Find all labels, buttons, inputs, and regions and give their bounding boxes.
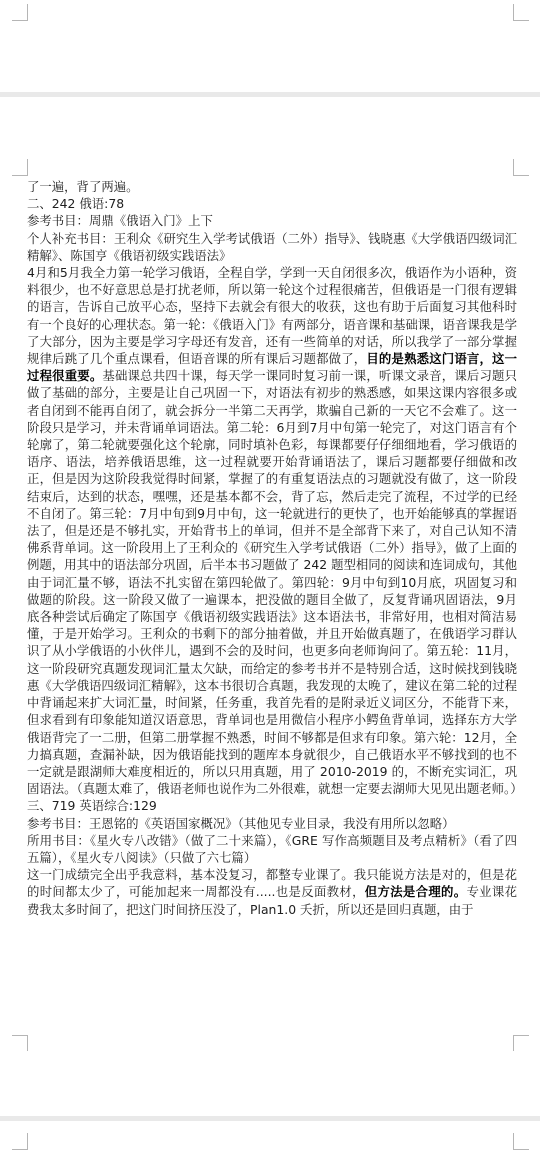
paragraph-russian-study [27,264,523,797]
page-corner-mark [513,1133,514,1149]
page-corner-mark [513,4,514,20]
used-books: 所用书目：《星火专八改错》（做了二十来篇），《GRE 写作高频题目及考点精析》（看了四五篇），《星火专八阅读》（只做了六七篇） [27,832,517,865]
page-corner-mark [12,1035,28,1036]
bold-emphasis: 目的是熟悉这门语言，这一过程很重要。 [27,351,518,384]
page-corner-mark [513,175,529,176]
supplementary-books: 个人补充书目：王利众《研究生入学考试俄语（二外）指导》、钱晓惠《大学俄语四级词汇精解》、陈国亨《俄语初级实践语法》 [27,230,517,263]
page-corner-mark [513,20,529,21]
paragraph-continuation: 了一遍，背了两遍。 [27,179,139,194]
reference-books: 参考书目：周鼎《俄语入门》上下 [27,213,213,229]
text-run: 4月和5月我全力第一轮学习俄语，全程自学，学到一天自闭很多次，俄语作为小语种，资料很少，也不好意思总是打扰老师，所以第一轮这个过程很痛苦，但俄语是一门很有逻辑的语言，告诉自己放平心态，坚持下去就会有很大的收获，这也有助于后面复习其他科时有一个良好的心理状态。第一轮：《俄语入门》有两部分，语音课和基础课，语音课我是学了大部分，因为主要是学习字母还有发音，还有一些简单的对话，所以我学了一部分掌握规律后跳了几个重点课看，但语音课的所有课后习题都做了， [27,265,517,367]
section-heading-242: 二、242 俄语:78 [27,196,125,212]
paragraph-english-study [27,866,517,918]
text-run: 基础课总共四十课，每天学一课同时复习前一课，听课文录音，课后习题只做了基础的部分，主要是让自己巩固一下，对语法有初步的熟悉感，如果这课内容很多或者自闭到不能再自闭了，就会拆分一半第二天再学，欺骗自己新的一天它不会难了。这一阶段只是学习，并未背诵单词语法。第二轮：6月到7月中旬第一轮完了，对这门语言有个轮廓了，第二轮就要强化这个轮廓，同时填补色彩，每课都要仔仔细细地看，学习俄语的语序、语法，培养俄语思维，这一过程就要开始背诵语法了，课后习题都要仔细做和改正，但是因为这阶段我觉得时间紧，掌握了的有重复语法点的习题就没有做了，这一阶段结束后，达到的状态，嘿嘿，还是基本都不会，背了忘，然后走完了流程，不过学的已经不自闭了。第三轮：7月中旬到9月中旬，这一轮就进行的更快了，也开始能够真的掌握语法了，但是还是不够扎实，开始背书上的单词，但并不是全部背下来了，对自己认知不清佛系背单词。这一阶段用上了王利众的《研究生入学考试俄语（二外）指导》，做了上面的例题，用其中的语法部分巩固，后半本书习题做了 242 题型相同的阅读和连词成句，其他由于词汇量不够，语法不扎实留在第四轮做了。第四轮：9月中旬到10月底，巩固复习和做题的阶段。这一阶段又做了一遍课本，把没做的题目全做了，反复背诵巩固语法，9月底各种尝试后确定了陈国亨《俄语初级实践语法》这本语法书，非常好用，也相对简洁易懂，于是开始学习。王利众的书剩下的部分抽着做，并且开始做真题了，在俄语学习群认识了从小学俄语的小伙伴儿，遇到不会的及时问，也更多向老师询问了。第五轮：11月，这一阶段研究真题发现词汇量太欠缺，而给定的参考书并不是特别合适，这时候找到钱晓惠《大学俄语四级词汇精解》，这本书很切合真题，我发现的太晚了，建议在第二轮的过程中背诵起来扩大词汇量，时间紧，任务重，我首先看的是附录近义词区分，不能背下来，但求看到有印象能知道汉语意思，背单词也是用微信小程序小鳄鱼背单词，选择东方大学俄语背完了一二册，但第二册掌握不熟悉，时间不够都是但求有印象。第六轮：12月，全力搞真题，查漏补缺，因为俄语能找到的题库本身就很少，自己俄语水平不够找到的也不一定就是跟湖师大难度相近的，所以只用真题，用了 2010-2019 的，不断充实词汇，巩固语法。（真题太难了，俄语老师也说作为二外很难，就想一定要去湖师大见见出题老师。） [27,368,523,797]
text-run: 这一门成绩完全出乎我意料，基本没复习，都整专业课了。我只能说方法是对的，但是花的时间都太少了，可能加起来一周都没有.....也是反面教材， [27,867,517,900]
page-corner-mark [27,4,28,20]
page-previous [0,0,540,92]
section-heading-719: 三、719 英语综合:129 [27,798,157,814]
text-run: 专业课花费我太多时间了，把这门时间挤压没了，Plan1.0 夭折，所以还是回归真题，由于 [27,884,517,917]
page-corner-mark [513,1149,529,1150]
page-next [0,1121,540,1170]
page-corner-mark [513,1035,529,1036]
page-corner-mark [513,159,514,175]
bold-emphasis: 但方法是合理的。 [364,884,467,900]
page-corner-mark [27,159,28,175]
page-corner-mark [12,175,28,176]
page-corner-mark [12,1149,28,1150]
page-corner-mark [513,1035,514,1051]
page-corner-mark [27,1133,28,1149]
reference-books: 参考书目：王恩铭的《英语国家概况》（其他见专业目录，我没有用所以忽略） [27,815,455,831]
page-corner-mark [12,20,28,21]
document-body [27,178,523,918]
page-corner-mark [27,1035,28,1051]
